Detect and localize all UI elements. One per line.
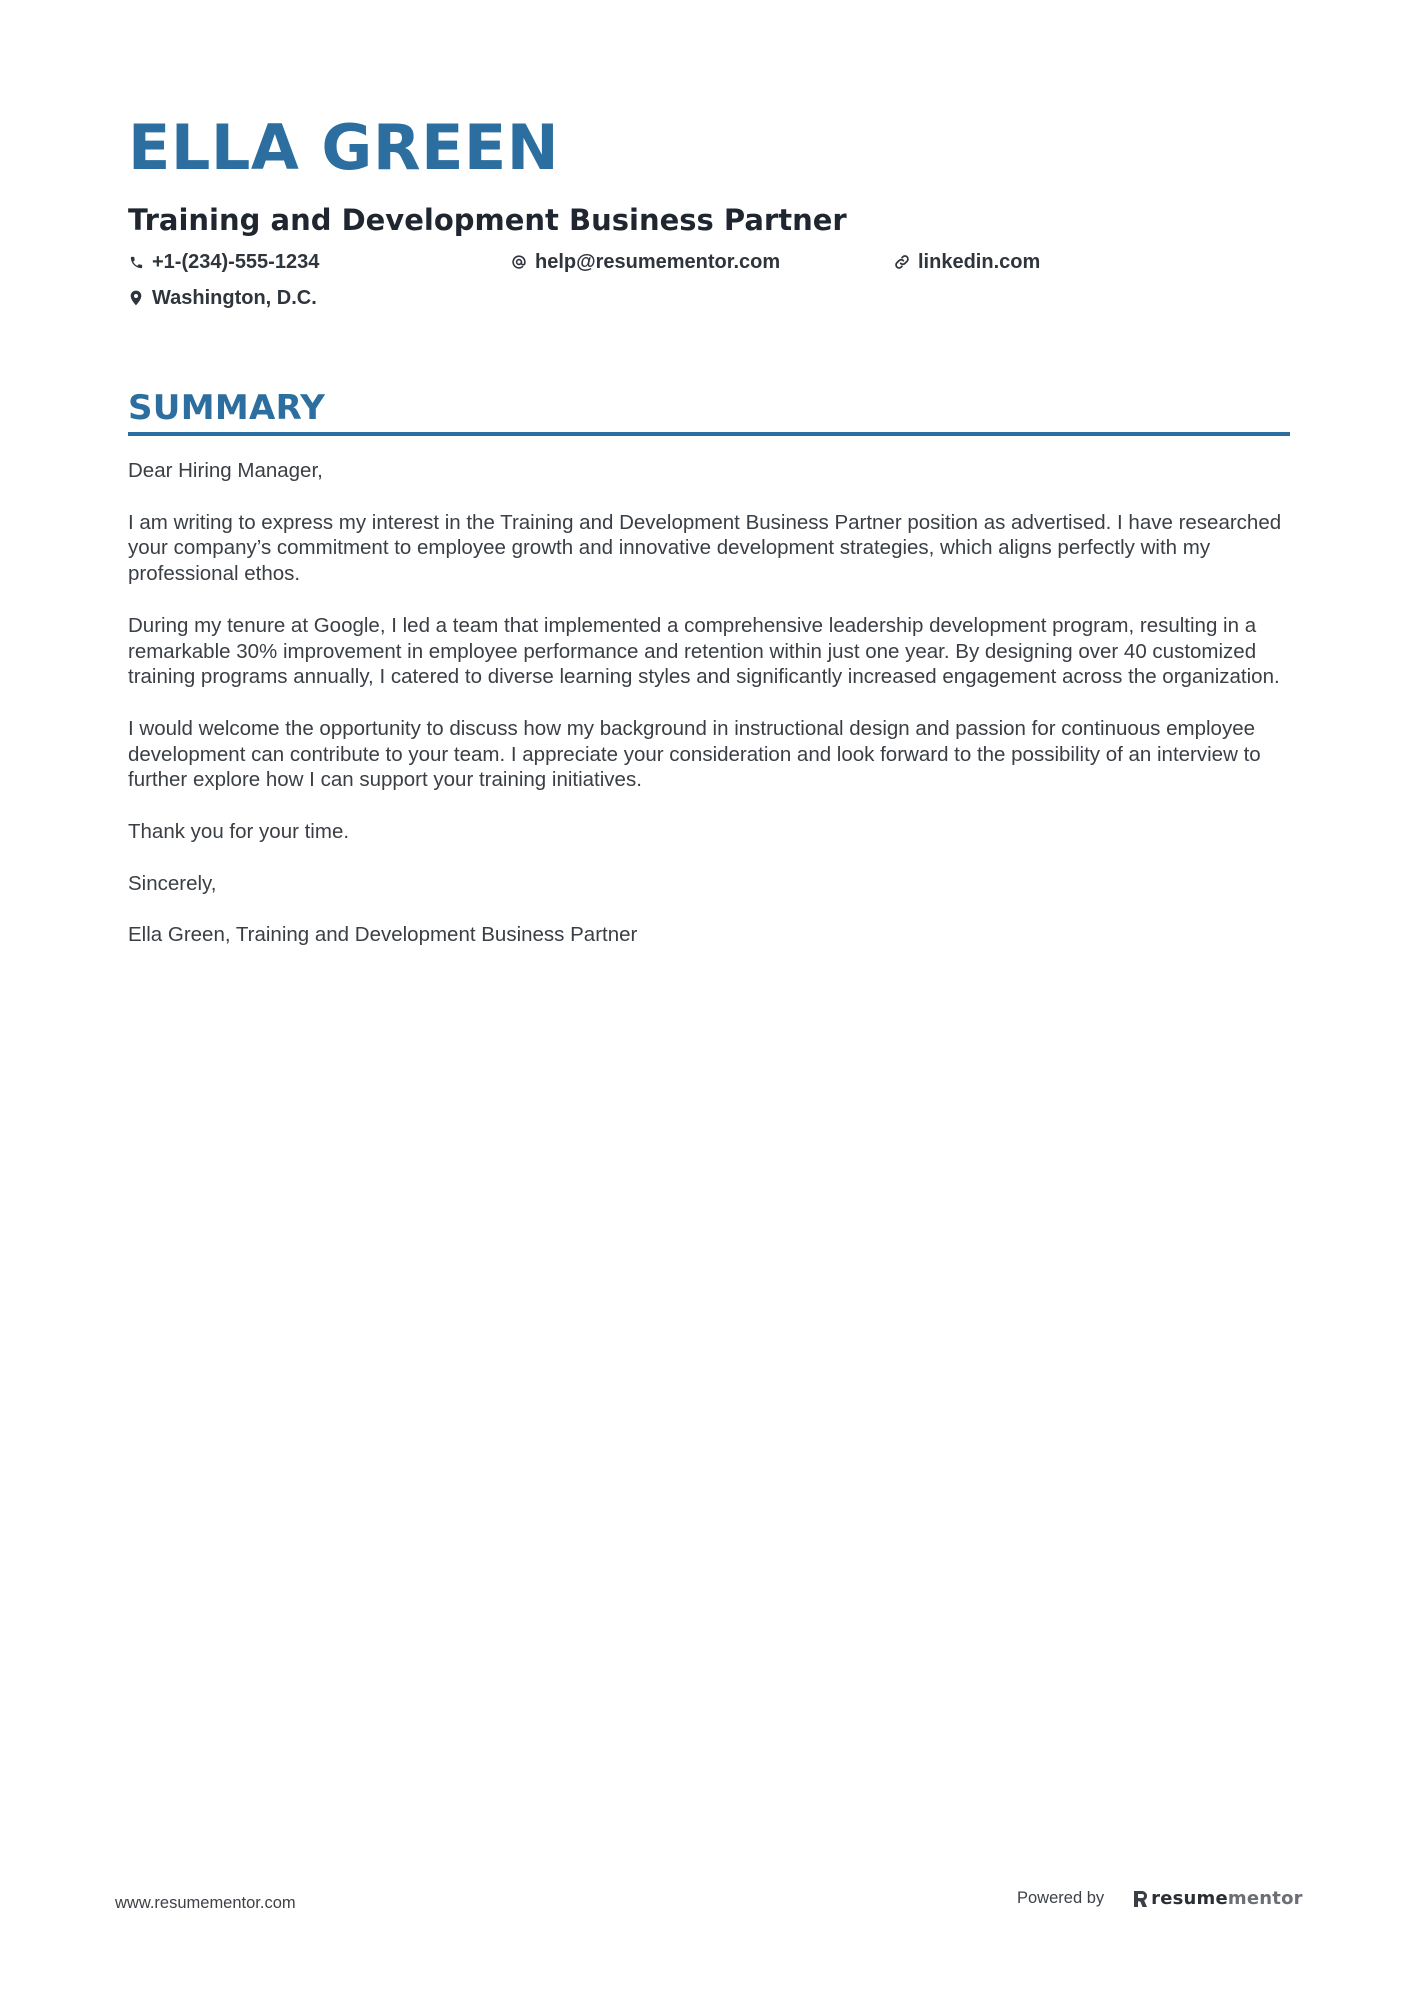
brand-mark-icon (1132, 1889, 1148, 1909)
closing: Sincerely, (128, 871, 217, 895)
candidate-title: Training and Development Business Partner (128, 203, 847, 237)
brand-wordmark (1151, 1888, 1303, 1909)
letter-paragraph: I am writing to express my interest in the Training and Development Business Partner position as advertised. I have researched your company’s commitment to employee growth and innovative development strategies, which aligns perfectly with my professional ethos. (128, 510, 1282, 586)
linkedin-text: linkedin.com (918, 251, 1041, 273)
candidate-name: ELLA GREEN (128, 111, 560, 184)
letter-paragraph: During my tenure at Google, I led a team that implemented a comprehensive leadership development program, resulting in a remarkable 30% improvement in employee performance and retention within just one year. By designing over 40 customized training programs annually, I catered to diverse learning styles and significantly increased engagement across the organization. (128, 613, 1280, 689)
footer-website-link[interactable]: www.resumementor.com (115, 1894, 296, 1912)
resume-page (128, 112, 1290, 974)
contact-linkedin[interactable] (894, 248, 1277, 276)
link-icon (894, 254, 910, 270)
summary-heading: SUMMARY (128, 388, 326, 428)
email-text: help@resumementor.com (535, 251, 781, 273)
at-icon (511, 254, 527, 270)
location-text: Washington, D.C. (152, 287, 317, 309)
section-divider (128, 432, 1290, 436)
location-pin-icon (128, 290, 144, 306)
brand-word-part2: mentor (1227, 1888, 1303, 1909)
brand-logo[interactable] (1132, 1888, 1303, 1909)
salutation: Dear Hiring Manager, (128, 459, 323, 482)
brand-word-part1: resume (1151, 1888, 1228, 1909)
phone-icon (128, 254, 144, 270)
cover-letter-body (128, 458, 1290, 948)
powered-by-label: Powered by (1017, 1889, 1105, 1907)
phone-text: +1-(234)-555-1234 (152, 251, 320, 273)
signature-line: Ella Green, Training and Development Business Partner (128, 923, 638, 947)
footer-branding (1017, 1888, 1303, 1909)
letter-paragraph: Thank you for your time. (128, 820, 350, 844)
letter-paragraph: I would welcome the opportunity to discuss how my background in instructional design and passion for continuous employee development can contribute to your team. I appreciate your consideration and look forward to the possibility of an interview to further explore how I can support your training initiatives. (128, 716, 1261, 792)
contact-location (128, 284, 511, 312)
contact-phone[interactable] (128, 248, 511, 276)
contact-email[interactable] (511, 248, 894, 276)
contact-info (128, 248, 1290, 312)
